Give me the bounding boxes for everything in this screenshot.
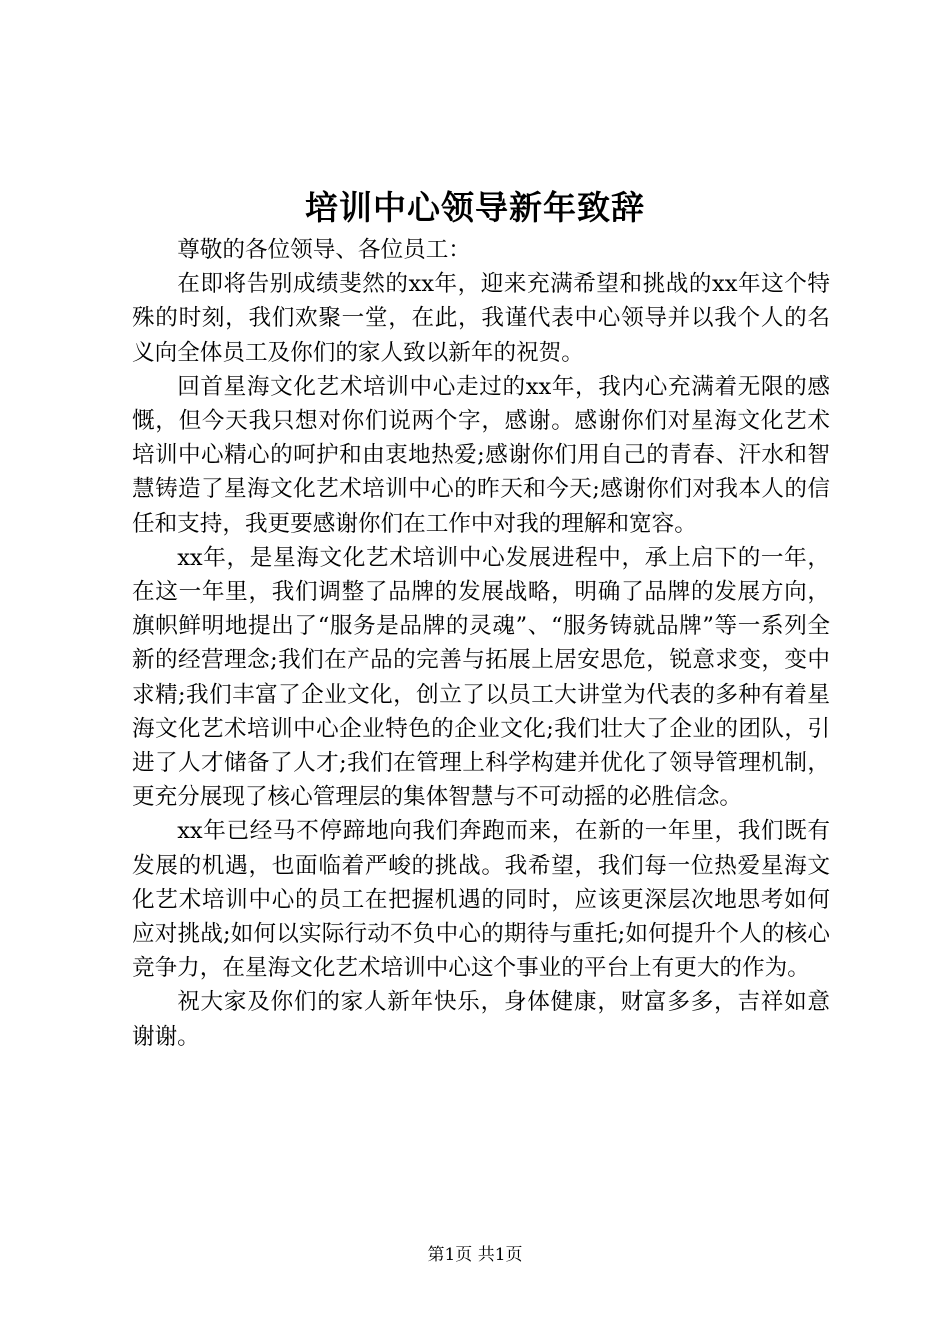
document-body — [132, 233, 830, 1054]
body-paragraph: 在即将告别成绩斐然的xx年，迎来充满希望和挑战的xx年这个特殊的时刻，我们欢聚一堂，在此，我谨代表中心领导并以我个人的名义向全体员工及你们的家人致以新年的祝贺。 — [132, 271, 830, 366]
page-number-footer: 第1页 共1页 — [427, 1245, 523, 1265]
body-paragraph: xx年，是星海文化艺术培训中心发展进程中，承上启下的一年，在这一年里，我们调整了品牌的发展战略，明确了品牌的发展方向，旗帜鲜明地提出了“服务是品牌的灵魂”、“服务铸就品牌”等一系列全新的经营理念;我们在产品的完善与拓展上居安思危，锐意求变，变中求精;我们丰富了企业文化，创立了以员工大讲堂为代表的多种有着星海文化艺术培训中心企业特色的企业文化;我们壮大了企业的团队，引进了人才储备了人才;我们在管理上科学构建并优化了领导管理机制，更充分展现了核心管理层的集体智慧与不可动摇的必胜信念。 — [132, 544, 830, 811]
closing-paragraph: 祝大家及你们的家人新年快乐，身体健康，财富多多，吉祥如意谢谢。 — [132, 989, 830, 1050]
salutation-paragraph: 尊敬的各位领导、各位员工： — [177, 237, 471, 263]
document-title: 培训中心领导新年致辞 — [305, 188, 645, 227]
body-paragraph: xx年已经马不停蹄地向我们奔跑而来，在新的一年里，我们既有发展的机遇，也面临着严峻的挑战。我希望，我们每一位热爱星海文化艺术培训中心的员工在把握机遇的同时，应该更深层次地思考如何应对挑战;如何以实际行动不负中心的期待与重托;如何提升个人的核心竞争力，在星海文化艺术培训中心这个事业的平台上有更大的作为。 — [132, 818, 830, 982]
body-paragraph: 回首星海文化艺术培训中心走过的xx年，我内心充满着无限的感慨，但今天我只想对你们说两个字，感谢。感谢你们对星海文化艺术培训中心精心的呵护和由衷地热爱;感谢你们用自己的青春、汗水和智慧铸造了星海文化艺术培训中心的昨天和今天;感谢你们对我本人的信任和支持，我更要感谢你们在工作中对我的理解和宽容。 — [132, 373, 830, 537]
